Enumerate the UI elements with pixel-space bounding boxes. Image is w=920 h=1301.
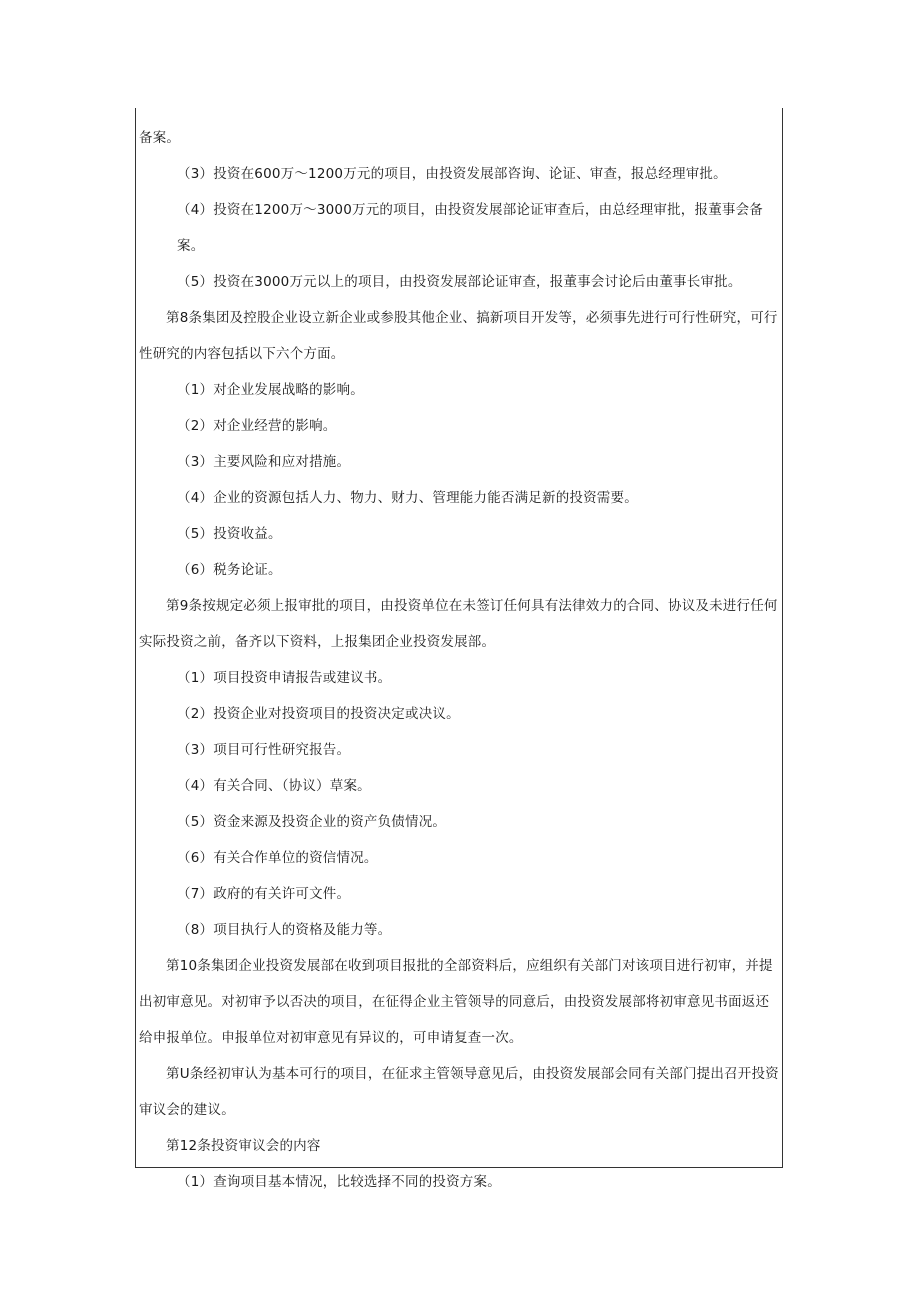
list-item: （1）项目投资申请报告或建议书。 (177, 670, 392, 686)
list-item: （4）投资在1200万～3000万元的项目，由投资发展部论证审查后，由总经理审批，报董事会备案。 (177, 202, 764, 254)
list-item: （1）查询项目基本情况，比较选择不同的投资方案。 (177, 1174, 501, 1190)
list-item: （4）有关合同、（协议）草案。 (177, 778, 371, 794)
list-item: （8）项目执行人的资格及能力等。 (177, 922, 392, 938)
article-11: 第U条经初审认为基本可行的项目，在征求主管领导意见后，由投资发展部会同有关部门提出召开投资审议会的建议。 (139, 1066, 779, 1118)
list-item: （5）投资在3000万元以上的项目，由投资发展部论证审查，报董事会讨论后由董事长审批。 (177, 274, 742, 290)
list-item: （3）主要风险和应对措施。 (177, 454, 351, 470)
list-item: （3）项目可行性研究报告。 (177, 742, 351, 758)
document-body (139, 120, 779, 1200)
article-12: 第12条投资审议会的内容 (166, 1138, 321, 1154)
list-item: （4）企业的资源包括人力、物力、财力、管理能力能否满足新的投资需要。 (177, 490, 638, 506)
article-8: 第8条集团及控股企业设立新企业或参股其他企业、搞新项目开发等，必须事先进行可行性研究，可行性研究的内容包括以下六个方面。 (139, 310, 778, 362)
list-item: （2）投资企业对投资项目的投资决定或决议。 (177, 706, 460, 722)
paragraph-continuation: 备案。 (139, 130, 181, 146)
list-item: （5）投资收益。 (177, 526, 282, 542)
list-item: （6）有关合作单位的资信情况。 (177, 850, 378, 866)
list-item: （1）对企业发展战略的影响。 (177, 382, 364, 398)
article-10: 第10条集团企业投资发展部在收到项目报批的全部资料后，应组织有关部门对该项目进行初审，并提出初审意见。对初审予以否决的项目，在征得企业主管领导的同意后，由投资发展部将初审意见书面返还给申报单位。申报单位对初审意见有异议的，可申请复查一次。 (139, 958, 773, 1046)
list-item: （2）对企业经营的影响。 (177, 418, 337, 434)
list-item: （3）投资在600万～1200万元的项目，由投资发展部咨询、论证、审查，报总经理审批。 (177, 166, 727, 182)
list-item: （6）税务论证。 (177, 562, 282, 578)
list-item: （7）政府的有关许可文件。 (177, 886, 351, 902)
list-item: （5）资金来源及投资企业的资产负债情况。 (177, 814, 447, 830)
article-9: 第9条按规定必须上报审批的项目，由投资单位在未签订任何具有法律效力的合同、协议及未进行任何实际投资之前，备齐以下资料，上报集团企业投资发展部。 (139, 598, 778, 650)
